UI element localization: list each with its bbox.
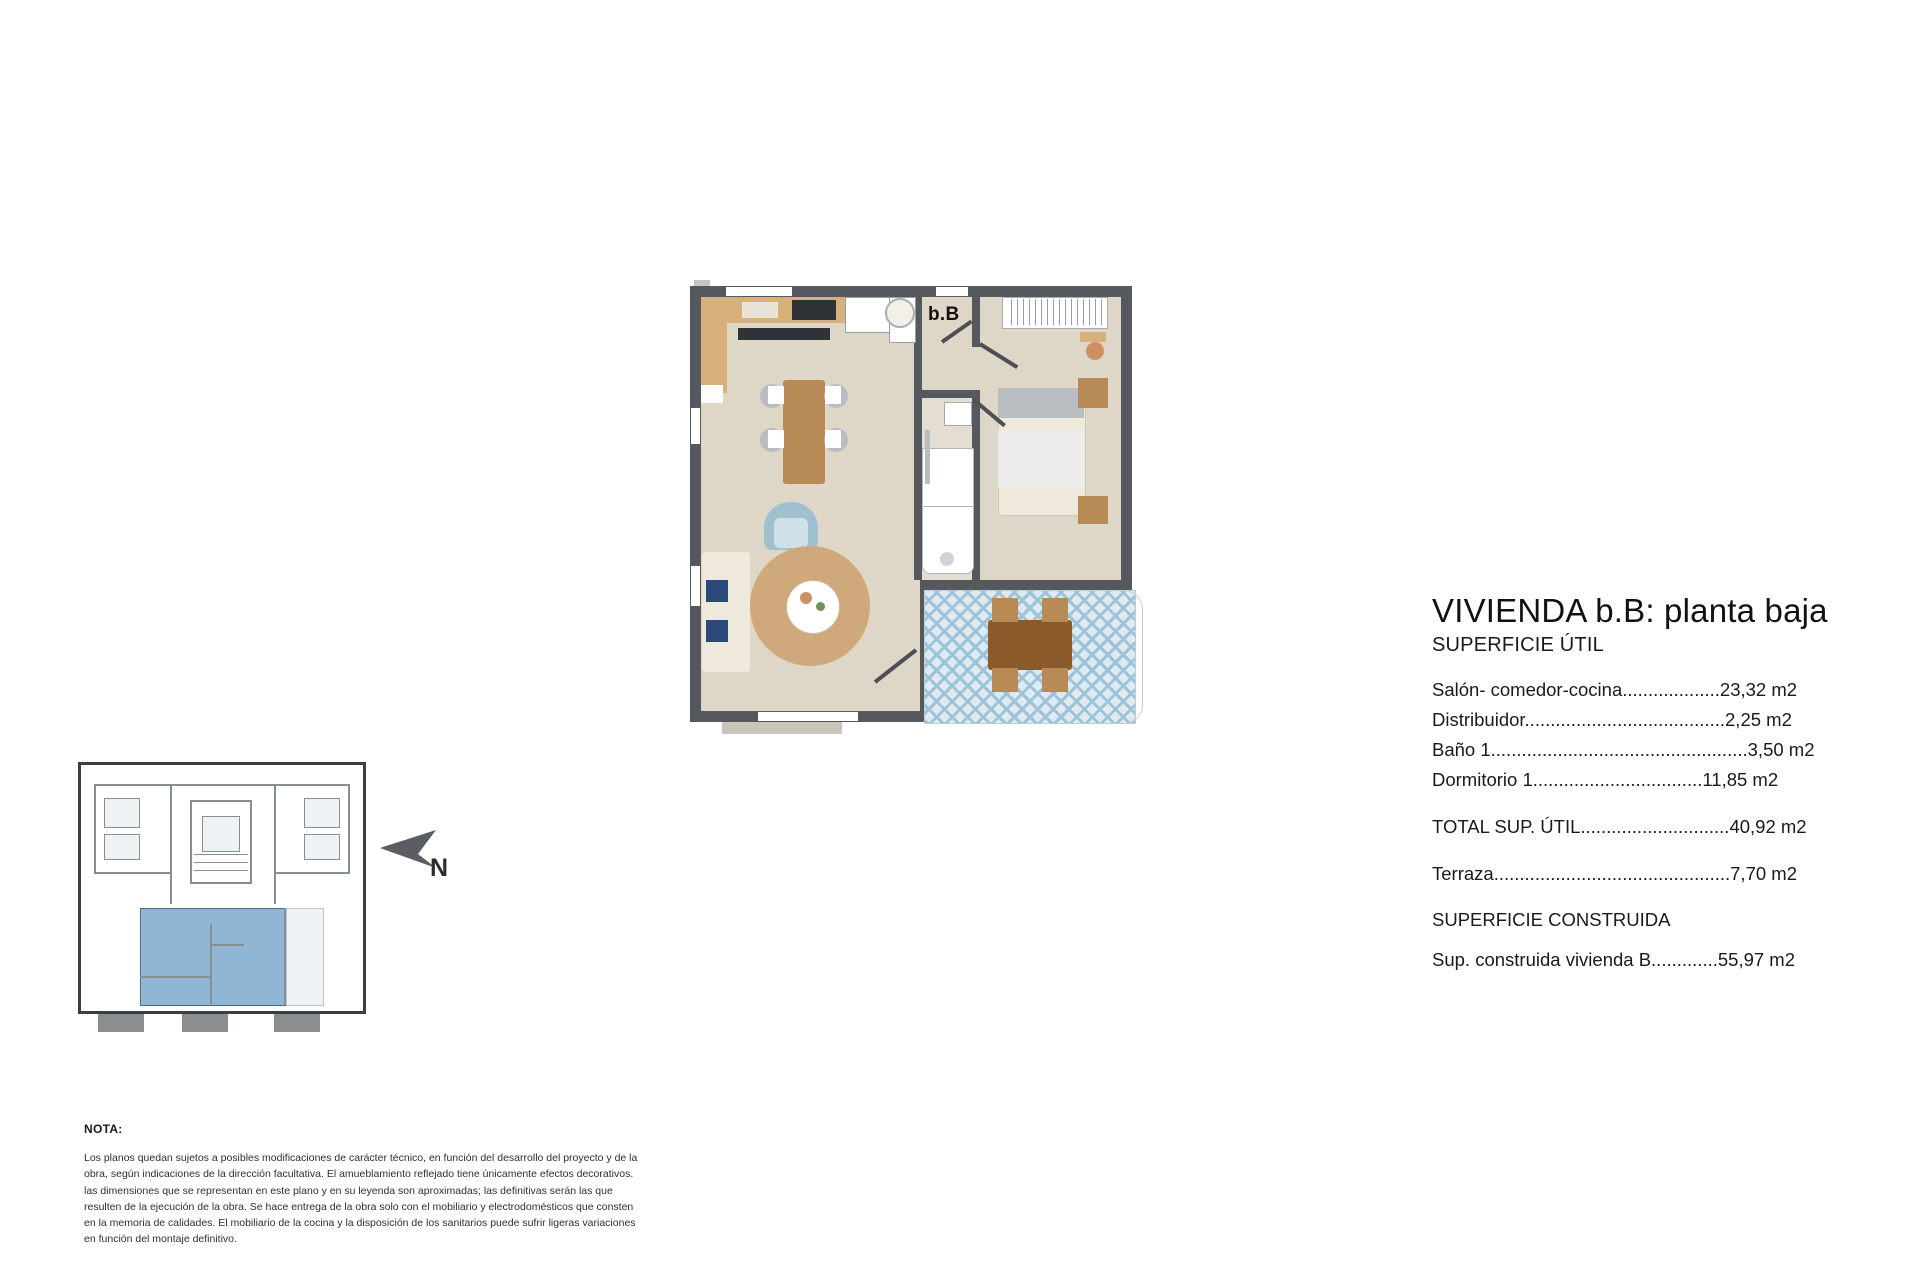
wall-exterior-bottom-right (914, 580, 1132, 590)
keyplan-stair-right (250, 800, 252, 884)
note-title: NOTA: (84, 1122, 123, 1136)
wall-partition-bedroom (972, 297, 980, 347)
keyplan-terrace (286, 908, 324, 1006)
bedroom-plant (1086, 342, 1104, 360)
bed-duvet (998, 430, 1084, 488)
keyplan-highlight-wall-1 (210, 924, 212, 1004)
slab-bottom-left (722, 720, 842, 734)
keyplan-stair-tread-3 (194, 870, 248, 871)
spec-dots: .................................................. (1490, 738, 1748, 760)
specs-panel (1432, 592, 1852, 975)
keyplan-wall-4 (94, 872, 170, 874)
coffee-table (786, 580, 840, 634)
keyplan-outline-right (363, 762, 366, 1014)
keyplan-wall-2 (94, 784, 96, 874)
kitchen-hob (792, 300, 836, 320)
nightstand-right (1078, 378, 1108, 408)
compass-icon (374, 816, 464, 896)
keyplan-stair-tread-2 (194, 862, 248, 863)
keyplan-balcony-1 (98, 1014, 144, 1032)
dining-table (783, 380, 825, 484)
note-block (84, 1122, 644, 1248)
spec-terrace-row (1432, 859, 1852, 889)
spec-built-value: 55,97 m2 (1717, 948, 1796, 970)
compass-north-label: N (430, 854, 449, 882)
dining-placemat-3 (825, 386, 841, 404)
spec-terrace-label: Terraza (1432, 862, 1494, 884)
keyplan-stair-left (190, 800, 192, 884)
keyplan-unit-b2 (304, 834, 340, 860)
spec-value: 11,85 m2 (1702, 768, 1779, 790)
keyplan-wall-3 (348, 784, 350, 874)
spec-label: Distribuidor (1432, 708, 1525, 730)
keyplan-wall-5 (274, 872, 350, 874)
terrace-chair-1 (992, 598, 1018, 622)
bedroom-shelf (1080, 332, 1106, 342)
spec-total-value: 40,92 m2 (1729, 815, 1807, 837)
keyplan-unit-a1 (104, 798, 140, 828)
window-bottom-living (758, 712, 858, 721)
sofa (702, 552, 750, 672)
sofa-cushion-2 (706, 620, 728, 642)
unit-label: b.B (928, 304, 960, 325)
keyplan-balcony-2 (182, 1014, 228, 1032)
dining-placemat-1 (768, 386, 784, 404)
kitchen-island-strip (738, 328, 830, 340)
spec-row (1432, 765, 1852, 795)
spec-label: Salón- comedor-cocina (1432, 679, 1623, 700)
spec-value: 23,32 m2 (1719, 679, 1798, 700)
spacer (1432, 842, 1852, 859)
towel-rail (925, 430, 930, 484)
dining-placemat-2 (768, 430, 784, 448)
keyplan-wall-7 (274, 784, 276, 904)
window-left-upper (691, 408, 700, 444)
window-top-kitchen (726, 287, 792, 296)
window-left-lower (691, 566, 700, 606)
wall-partition-bath-top (920, 390, 974, 398)
specs-built-heading: SUPERFICIE CONSTRUIDA (1432, 908, 1671, 930)
keyplan-outline-left (78, 762, 81, 1014)
floor-plan-shell (682, 280, 1244, 770)
keyplan-highlight-unit-bB (140, 908, 286, 1006)
spec-value: 3,50 m2 (1747, 738, 1815, 760)
dining-placemat-4 (825, 430, 841, 448)
spec-built-dots: ............. (1651, 948, 1718, 970)
terrace-chair-2 (1042, 598, 1068, 622)
spec-dots: ................................. (1532, 768, 1703, 790)
bath-mirror (944, 402, 972, 426)
spec-built-row (1432, 945, 1852, 975)
spec-dots: ................... (1622, 679, 1720, 700)
specs-subtitle: SUPERFICIE ÚTIL (1432, 634, 1604, 656)
spec-terrace-value: 7,70 m2 (1730, 862, 1797, 884)
terrace-chair-4 (1042, 668, 1068, 692)
bathtub-drain (940, 552, 954, 566)
spec-label: Baño 1 (1432, 738, 1491, 760)
wall-exterior-right (1121, 286, 1132, 586)
spec-total-row (1432, 812, 1852, 842)
sofa-cushion-1 (706, 580, 728, 602)
keyplan-stair-tread-1 (194, 854, 248, 855)
spec-label: Dormitorio 1 (1432, 768, 1533, 790)
spec-value: 2,25 m2 (1725, 708, 1792, 730)
spec-row (1432, 675, 1852, 705)
coffee-table-decor (800, 592, 812, 604)
key-plan (78, 762, 448, 1067)
spec-dots: ....................................... (1524, 708, 1726, 730)
coffee-table-plant (816, 602, 825, 611)
keyplan-unit-a2 (104, 834, 140, 860)
terrace-table (988, 620, 1072, 670)
keyplan-stair-bottom (190, 882, 252, 884)
note-body: Los planos quedan sujetos a posibles modificaciones de carácter técnico, en función del desarrollo del proyecto y de la obra, según indicaciones de la dirección facultativa. El amueblamiento reflejado tiene únicamente efectos decorativos. las dimensiones que se representan en este plano y en su leyenda son aproximadas; las definitivas serán las que resulten de la ejecución de la obra. Se hace entrega de la obra solo con el mobiliario y electrodomésticos que consten en la memoria de calidades. El mobiliario de la cocina y la disposición de los sanitarios puede sufrir ligeras variaciones en función del montaje definitivo. (84, 1152, 638, 1246)
keyplan-wall-6 (170, 784, 172, 904)
kitchen-base-end (701, 385, 723, 403)
spec-built-label: Sup. construida vivienda B (1432, 948, 1652, 970)
kitchen-fridge (845, 297, 891, 333)
terrace-balustrade (1124, 590, 1143, 724)
keyplan-lift (202, 816, 240, 852)
wall-exterior-left (690, 286, 701, 722)
armchair-seat (774, 518, 808, 548)
keyplan-unit-b1 (304, 798, 340, 828)
nightstand-left (1078, 496, 1108, 524)
keyplan-wall-1 (94, 784, 350, 786)
washing-machine (885, 298, 915, 328)
keyplan-highlight-wall-2 (210, 944, 244, 946)
spec-terrace-dots: .............................................. (1493, 862, 1731, 884)
terrace-chair-3 (992, 668, 1018, 692)
keyplan-balcony-3 (274, 1014, 320, 1032)
wardrobe-doors (1006, 299, 1102, 325)
spec-total-dots: ............................. (1580, 815, 1730, 837)
spacer (1432, 795, 1852, 812)
keyplan-stair-top (190, 800, 252, 802)
floor-plan (672, 270, 1272, 800)
spec-total-label: TOTAL SUP. ÚTIL (1432, 815, 1581, 837)
keyplan-outline-top (78, 762, 366, 765)
spec-row (1432, 735, 1852, 765)
page-title: VIVIENDA b.B: planta baja (1432, 592, 1828, 629)
kitchen-sink (742, 302, 778, 318)
bed-pillows (998, 388, 1084, 418)
spec-row (1432, 705, 1852, 735)
keyplan-highlight-wall-3 (140, 976, 210, 978)
window-top-hall (936, 287, 968, 296)
